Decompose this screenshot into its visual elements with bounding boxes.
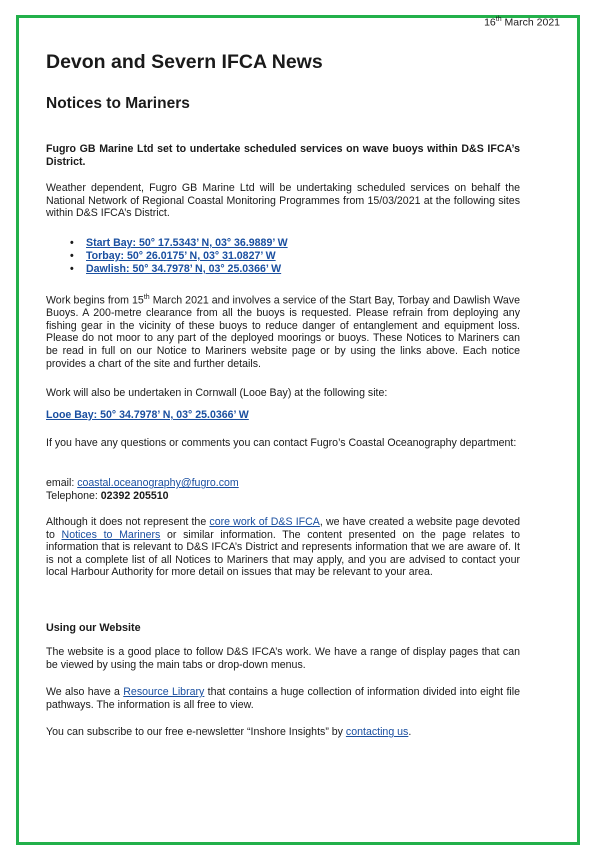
library-paragraph: We also have a Resource Library that contains a huge collection of information divided into eight file pathways. The information is all free to view. [46, 686, 520, 711]
newsletter-date: 16th March 2021 [484, 16, 560, 29]
questions-paragraph: If you have any questions or comments you can contact Fugro’s Coastal Oceanography department: [46, 437, 517, 449]
notices-to-mariners-link[interactable]: Notices to Mariners [61, 528, 161, 541]
section-title: Notices to Mariners [46, 95, 190, 112]
disclaimer-paragraph: Although it does not represent the core work of D&S IFCA, we have created a website page devoted to Notices to Mariners or similar information. The content presented on the page relates to information that is relevant to D&S IFCA’s District and represents information that we are aware of. It is not a complete list of all Notices to Mariners that may apply, and you are advised to contact your local Harbour Authority for more detail on issues that may be relevant to your area. [46, 516, 520, 579]
work-paragraph: Work begins from 15th March 2021 and involves a service of the Start Bay, Torbay and Dawlish Wave Buoys. A 200-metre clearance from all the buoys is requested. Please refrain from deploying any fishing gear in the vicinity of these buoys to reduce danger of entanglement and equipment loss. Please do not moor to any part of the deployed moorings or buoys. These Notices to Mariners can be read in full on our Notice to Mariners website page or by using the links above. Each notice provides a chart of the site and further details. [46, 294, 520, 370]
buoy-link-dawlish[interactable]: • Dawlish: 50° 34.7978’ N, 03° 25.0366’ W [70, 263, 288, 276]
buoy-link-start-bay[interactable]: • Start Bay: 50° 17.5343’ N, 03° 36.9889’ W [70, 237, 288, 250]
resource-library-link[interactable]: Resource Library [123, 686, 205, 698]
website-paragraph: The website is a good place to follow D&S IFCA’s work. We have a range of display pages that can be viewed by using the main tabs or drop-down menus. [46, 646, 520, 671]
subscribe-paragraph: You can subscribe to our free e-newsletter “Inshore Insights” by contacting us. [46, 726, 412, 738]
lead-paragraph: Fugro GB Marine Ltd set to undertake scheduled services on wave buoys within D&S IFCA’s District. [46, 143, 520, 168]
email-link[interactable]: coastal.oceanography@fugro.com [77, 477, 239, 489]
looe-bay-link[interactable]: Looe Bay: 50° 34.7978’ N, 03° 25.0366’ W [46, 409, 249, 421]
intro-paragraph: Weather dependent, Fugro GB Marine Ltd will be undertaking scheduled services on behalf the National Network of Regional Coastal Monitoring Programmes from 15/03/2021 at the following sites within D&S IFCA’s District. [46, 182, 520, 220]
buoy-list [70, 237, 288, 276]
website-heading: Using our Website [46, 622, 141, 634]
core-work-link[interactable]: core work of D&S IFCA [209, 516, 320, 528]
buoy-link-torbay[interactable]: • Torbay: 50° 26.0175’ N, 03° 31.0827’ W [70, 250, 288, 263]
contacting-us-link[interactable]: contacting us [345, 726, 409, 738]
phone-number: 02392 205510 [100, 489, 169, 502]
page-border [16, 15, 580, 845]
contact-block: email: coastal.oceanography@fugro.com Telephone: 02392 205510 [46, 477, 239, 502]
page-title: Devon and Severn IFCA News [46, 51, 323, 73]
cornwall-paragraph: Work will also be undertaken in Cornwall (Looe Bay) at the following site: [46, 387, 388, 399]
